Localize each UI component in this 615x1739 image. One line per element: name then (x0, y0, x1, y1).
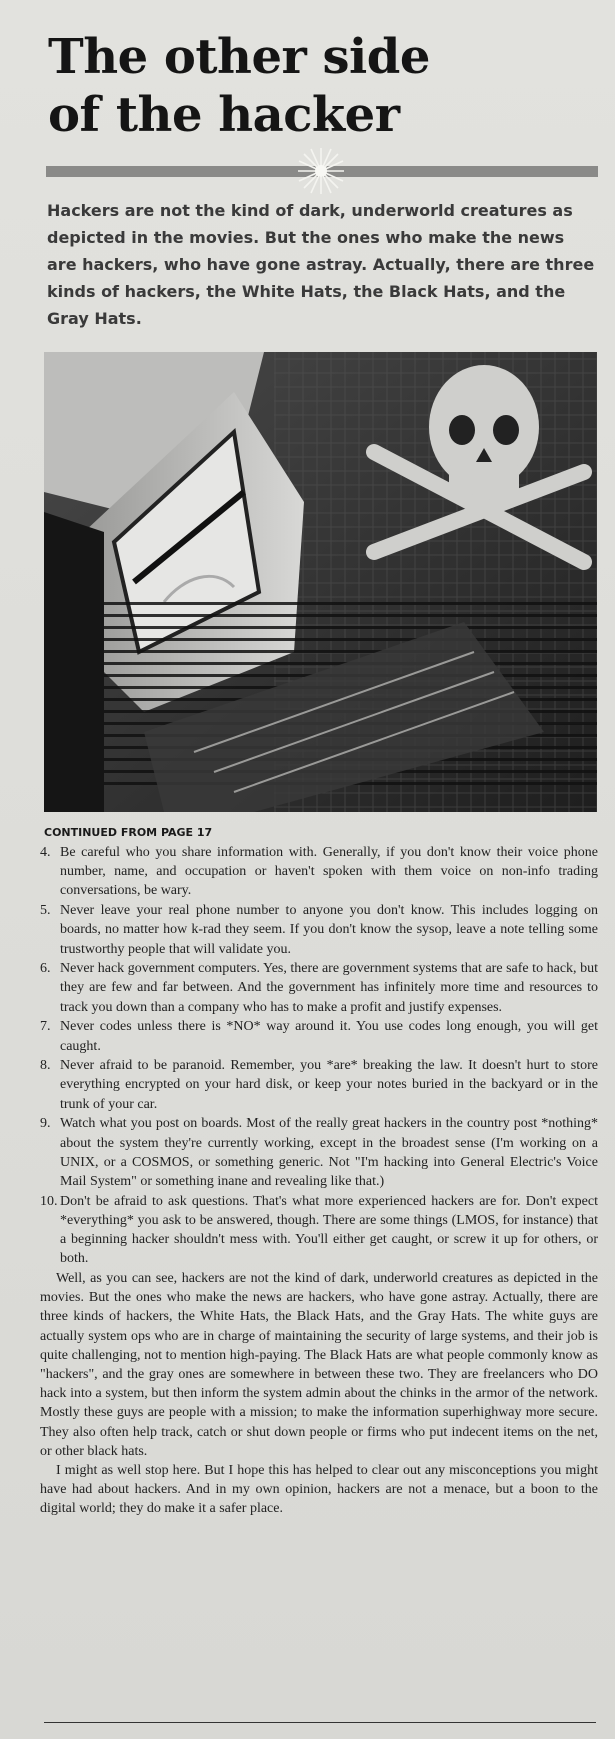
item-text: Watch what you post on boards. Most of the really great hackers in the country post *nothing* about the system they're currently working, except in the broadest sense (I'm working on a UNIX, or a COSMOS, or something generic. Not "I'm hacking into General Electric's Voice Mail System" or something inane and revealing like that.) (60, 1116, 598, 1189)
item-number: 7. (40, 1019, 51, 1035)
list-item (40, 1114, 598, 1191)
list-item (40, 959, 598, 1017)
item-number: 8. (40, 1058, 51, 1074)
hacker-illustration (44, 352, 597, 812)
article-body (40, 843, 598, 1519)
list-item (40, 901, 598, 959)
item-text: Never leave your real phone number to anyone you don't know. This includes logging on boards, no matter how k-rad they seem. If you don't know the sysop, leave a note telling some trustworthy people that will validate you. (60, 903, 598, 957)
headline-line-1: The other side (48, 29, 430, 85)
item-number: 4. (40, 845, 51, 860)
item-number: 9. (40, 1116, 51, 1132)
item-number: 5. (40, 903, 51, 919)
item-text: Never afraid to be paranoid. Remember, you *are* breaking the law. It doesn't hurt to store everything encrypted on your hard disk, or keep your notes buried in the backyard or in the trunk of your car. (60, 1058, 598, 1112)
closing-paragraph: I might as well stop here. But I hope this has helped to clear out any misconceptions you might have had about hackers. And in my own opinion, hackers are not a menace, but a boon to the digital world; they do make it a safer place. (40, 1463, 598, 1517)
starburst-icon (296, 146, 346, 196)
list-item (40, 843, 598, 901)
list-item (40, 1192, 598, 1269)
item-number: 10. (40, 1193, 58, 1209)
hacker-rules-list (40, 843, 598, 1268)
item-text: Don't be afraid to ask questions. That's what more experienced hackers are for. Don't expect *everything* you ask to be answered, though. There are some things (LMOS, for instance) that a beginning hacker shouldn't mess with. You'll either get caught, or screw it up for others, or both. (60, 1193, 598, 1267)
item-text: Never codes unless there is *NO* way around it. You use codes long enough, you will get caught. (60, 1019, 598, 1054)
item-text: Never hack government computers. Yes, there are government systems that are safe to hack, but they are few and far between. And the government has infinitely more time and resources to track you down than a company who has to make a profit and justify expenses. (60, 961, 598, 1015)
bottom-divider (44, 1722, 596, 1723)
intro-deck: Hackers are not the kind of dark, underworld creatures as depicted in the movies. But the ones who make the news are hackers, who have gone astray. Actually, there are three kinds of hackers, the White Hats, the Black Hats, and the Gray Hats. (47, 201, 595, 328)
item-text: Be careful who you share information with. Generally, if you don't know their voice phone number, name, and occupation or haven't spoken with them voice on non-info trading conversations, be wary. (60, 845, 598, 899)
body-paragraph: Well, as you can see, hackers are not the kind of dark, underworld creatures as depicted in the movies. But the ones who make the news are hackers, who have gone astray. Actually, there are three kinds of hackers, the White Hats, the Black Hats, and the Gray Hats. The white guys are actually system ops who are in charge of maintaining the security of large systems, and their job is quite challenging, not to mention high-paying. The Black Hats are what people commonly know as "hackers", and the gray ones are somewhere in between these two. They are freelancers who DO hack into a system, but then inform the system admin about the chinks in the armor of the network. Mostly these guys are people with a mission; to make the information superhighway more secure. They also often help track, catch or shut down people or firms who put indecent items on the net, or other black hats. (40, 1270, 598, 1459)
list-item (40, 1017, 598, 1055)
item-number: 6. (40, 961, 51, 977)
headline (48, 28, 568, 144)
list-item (40, 1056, 598, 1114)
headline-line-2: of the hacker (48, 87, 400, 143)
continued-label: CONTINUED FROM PAGE 17 (44, 826, 213, 839)
